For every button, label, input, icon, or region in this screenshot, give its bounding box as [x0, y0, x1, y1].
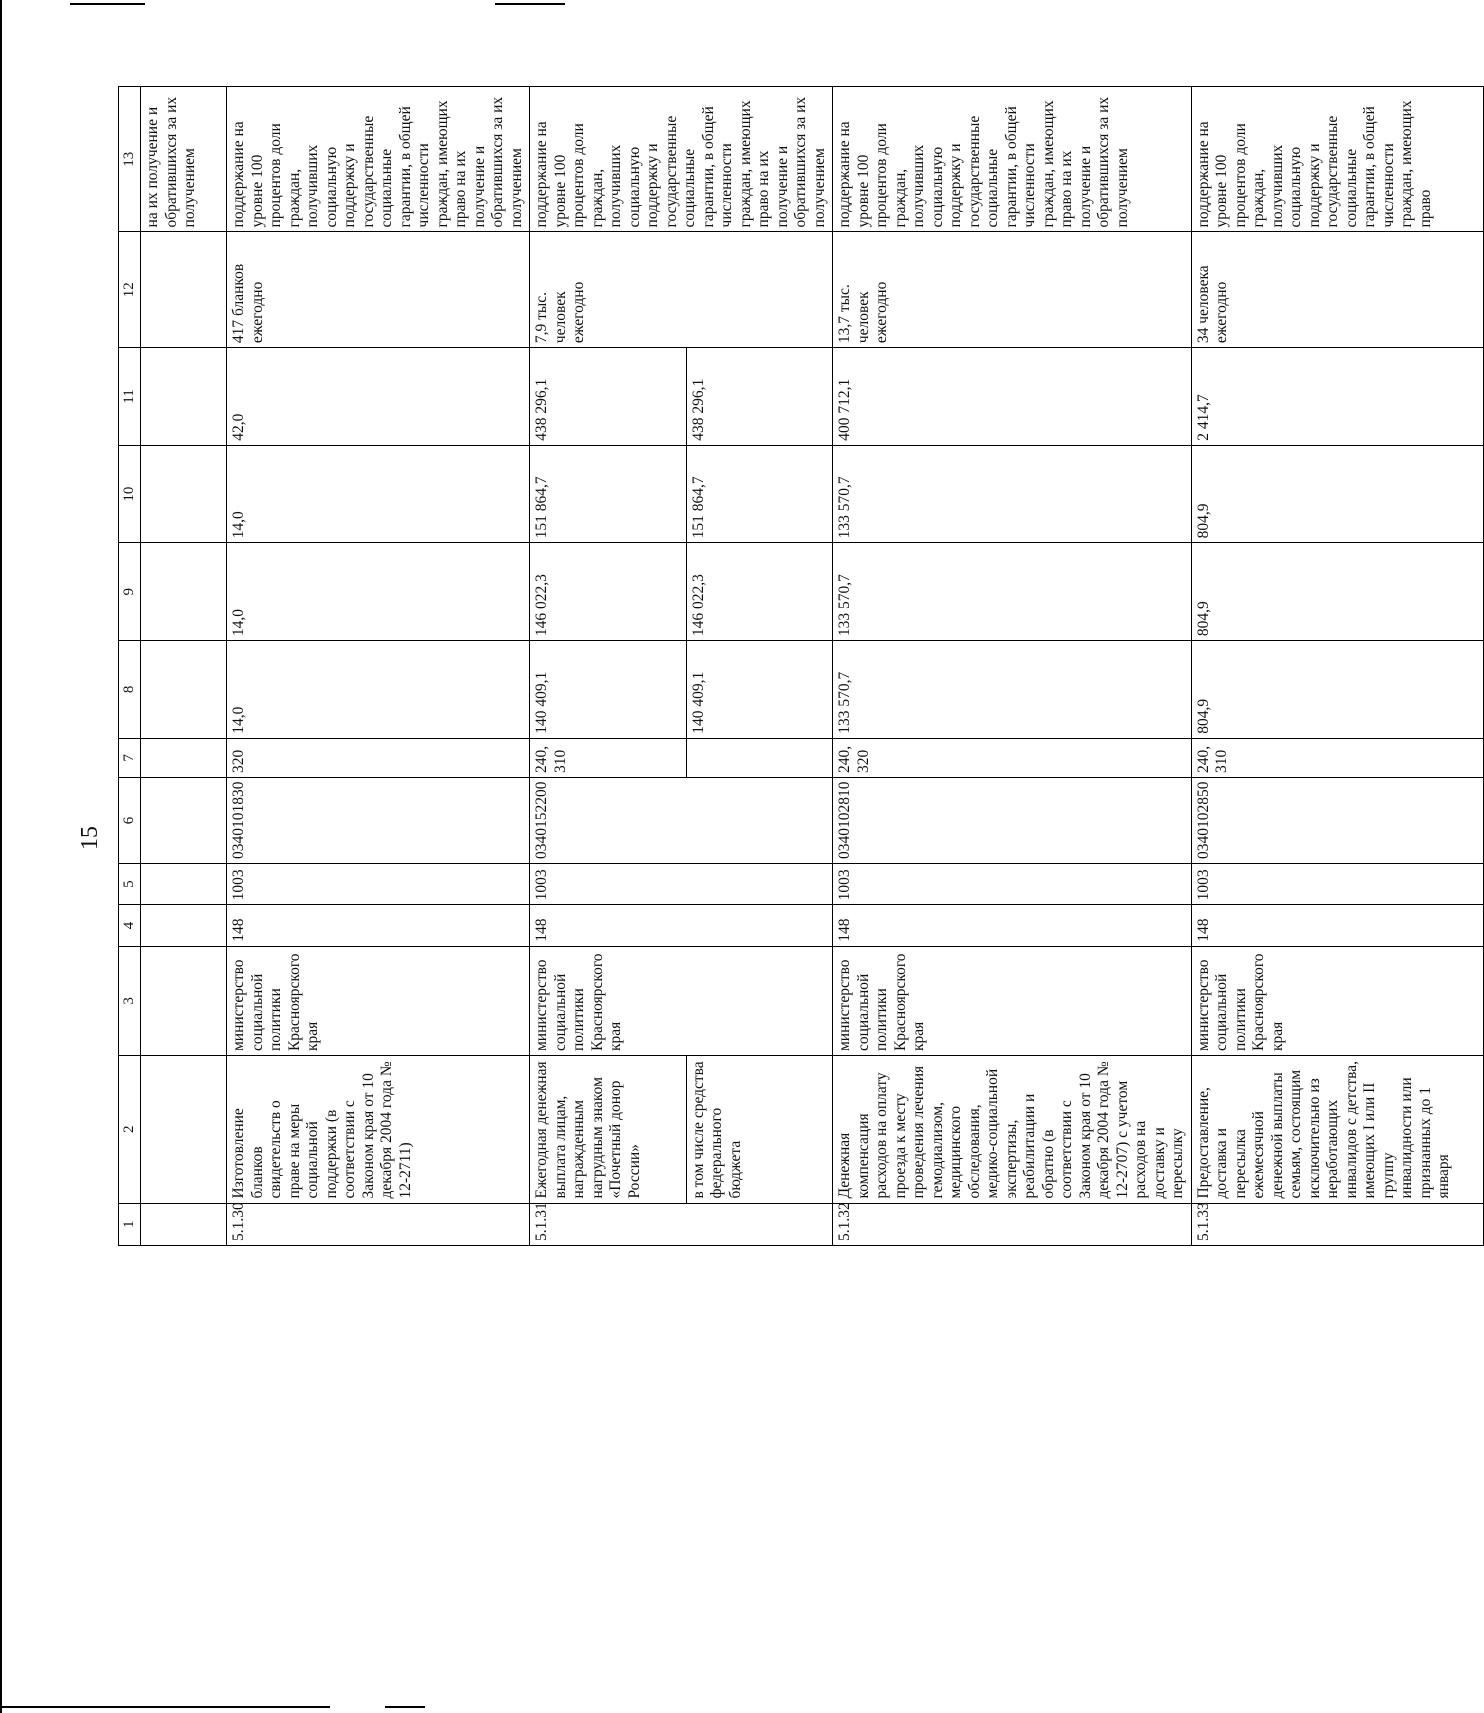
row-total: 42,0	[227, 348, 530, 446]
row-name: Ежегодная денежная выплата лицам, награжденным нагрудным знаком «Почетный донор России»	[530, 1056, 687, 1204]
subrow-year1: 140 409,1	[686, 641, 832, 739]
header-cell: 11	[119, 348, 141, 446]
scan-edge-line-top	[70, 3, 145, 5]
row-rzpr: 1003	[833, 863, 1192, 904]
row-total: 438 296,1	[530, 348, 687, 446]
row-number: 5.1.31	[530, 1203, 833, 1245]
row-year2: 133 570,7	[833, 543, 1192, 641]
row-goal: поддержание на уровне 100 процентов доли граждан, получивших социальную поддержку и государственные социальные гарантии, в общей численности граждан, имеющих право на их получение и обратившихся за их получением	[227, 87, 530, 232]
row-goal: поддержание на уровне 100 процентов доли граждан, получивших социальную поддержку и государственные социальные гарантии, в общей численности граждан, имеющих право	[1191, 87, 1483, 232]
row-year3: 151 864,7	[530, 445, 687, 543]
subrow-year3: 151 864,7	[686, 445, 832, 543]
header-cell: 4	[119, 905, 141, 946]
row-total: 400 712,1	[833, 348, 1192, 446]
row-grbs: 148	[530, 905, 833, 946]
row-year3: 804,9	[1191, 445, 1483, 543]
row-csr: 0340101830	[227, 777, 530, 863]
header-cell: 10	[119, 445, 141, 543]
scan-edge-line-bottom	[0, 1706, 330, 1708]
row-year1: 14,0	[227, 641, 530, 739]
header-cell: 3	[119, 946, 141, 1055]
row-admin: министерство социальной политики Красноярского края	[530, 946, 833, 1055]
row-year2: 146 022,3	[530, 543, 687, 641]
table-row	[833, 87, 1192, 1246]
scan-edge-line-bottom	[385, 1706, 425, 1708]
row-grbs: 148	[1191, 905, 1483, 946]
header-cell: 2	[119, 1056, 141, 1204]
row-goal: поддержание на уровне 100 процентов доли граждан, получивших социальную поддержку и государственные социальные гарантии, в общей численности граждан, имеющих право на их получение и обратившихся за их получением	[530, 87, 833, 232]
subrow-total: 438 296,1	[686, 348, 832, 446]
budget-table	[118, 86, 1484, 1246]
header-cell: 9	[119, 543, 141, 641]
row-vr: 240, 310	[530, 738, 687, 777]
row-grbs: 148	[227, 905, 530, 946]
row-rzpr: 1003	[227, 863, 530, 904]
subrow-name: в том числе средства федерального бюджета	[686, 1056, 832, 1204]
row-result: 7,9 тыс. человек ежегодно	[530, 232, 833, 348]
row-year1: 133 570,7	[833, 641, 1192, 739]
header-cell: 13	[119, 87, 141, 232]
row-year2: 804,9	[1191, 543, 1483, 641]
continuation-goal-text: на их получение и обратившихся за их получением	[141, 87, 227, 232]
row-name: Предоставление, доставка и пересылка ежемесячной денежной выплаты семьям, состоящим исключительно из неработающих инвалидов с детства, имеющих I или II группу инвалидности или признанных до 1 января	[1191, 1056, 1483, 1204]
continuation-row	[141, 87, 227, 1246]
row-vr: 320	[227, 738, 530, 777]
header-cell: 6	[119, 777, 141, 863]
page-number: 15	[77, 826, 103, 850]
row-year2: 14,0	[227, 543, 530, 641]
row-number: 5.1.30	[227, 1203, 530, 1245]
scan-edge-line-top	[495, 3, 565, 5]
header-cell: 1	[119, 1203, 141, 1245]
row-result: 13,7 тыс. человек ежегодно	[833, 232, 1192, 348]
row-year1: 140 409,1	[530, 641, 687, 739]
row-number: 5.1.32	[833, 1203, 1192, 1245]
row-admin: министерство социальной политики Красноярского края	[1191, 946, 1483, 1055]
row-number: 5.1.33	[1191, 1203, 1483, 1245]
row-rzpr: 1003	[1191, 863, 1483, 904]
row-year3: 14,0	[227, 445, 530, 543]
row-admin: министерство социальной политики Красноярского края	[833, 946, 1192, 1055]
budget-table-rotated	[118, 86, 1452, 1246]
row-admin: министерство социальной политики Красноярского края	[227, 946, 530, 1055]
table-row	[227, 87, 530, 1246]
row-result: 417 бланков ежегодно	[227, 232, 530, 348]
row-grbs: 148	[833, 905, 1192, 946]
row-rzpr: 1003	[530, 863, 833, 904]
header-cell: 5	[119, 863, 141, 904]
subrow-year2: 146 022,3	[686, 543, 832, 641]
table-row	[1191, 87, 1483, 1246]
row-year1: 804,9	[1191, 641, 1483, 739]
header-cell: 8	[119, 641, 141, 739]
row-name: Изготовление бланков свидетельств о праве на меры социальной поддержки (в соответствии с Законом края от 10 декабря 2004 года № 12-2711)	[227, 1056, 530, 1204]
row-goal: поддержание на уровне 100 процентов доли граждан, получивших социальную поддержку и государственные социальные гарантии, в общей численности граждан, имеющих право на их получение и обратившихся за их получением	[833, 87, 1192, 232]
row-csr: 0340152200	[530, 777, 833, 863]
row-vr: 240, 310	[1191, 738, 1483, 777]
row-total: 2 414,7	[1191, 348, 1483, 446]
header-cell: 7	[119, 738, 141, 777]
scan-edge-line-left	[0, 0, 2, 1713]
table-row	[530, 87, 687, 1246]
row-csr: 0340102850	[1191, 777, 1483, 863]
row-result: 34 человека ежегодно	[1191, 232, 1483, 348]
header-cell: 12	[119, 232, 141, 348]
row-name: Денежная компенсация расходов на оплату проезда к месту проведения лечения гемодиализом, медицинского обследования, медико-социальной экспертизы, реабилитации и обратно (в соответствии с Законом края от 10 декабря 2004 года № 12-2707) с учетом расходов на доставку и пересылку	[833, 1056, 1192, 1204]
header-row	[119, 87, 141, 1246]
row-csr: 0340102810	[833, 777, 1192, 863]
row-vr: 240, 320	[833, 738, 1192, 777]
row-year3: 133 570,7	[833, 445, 1192, 543]
